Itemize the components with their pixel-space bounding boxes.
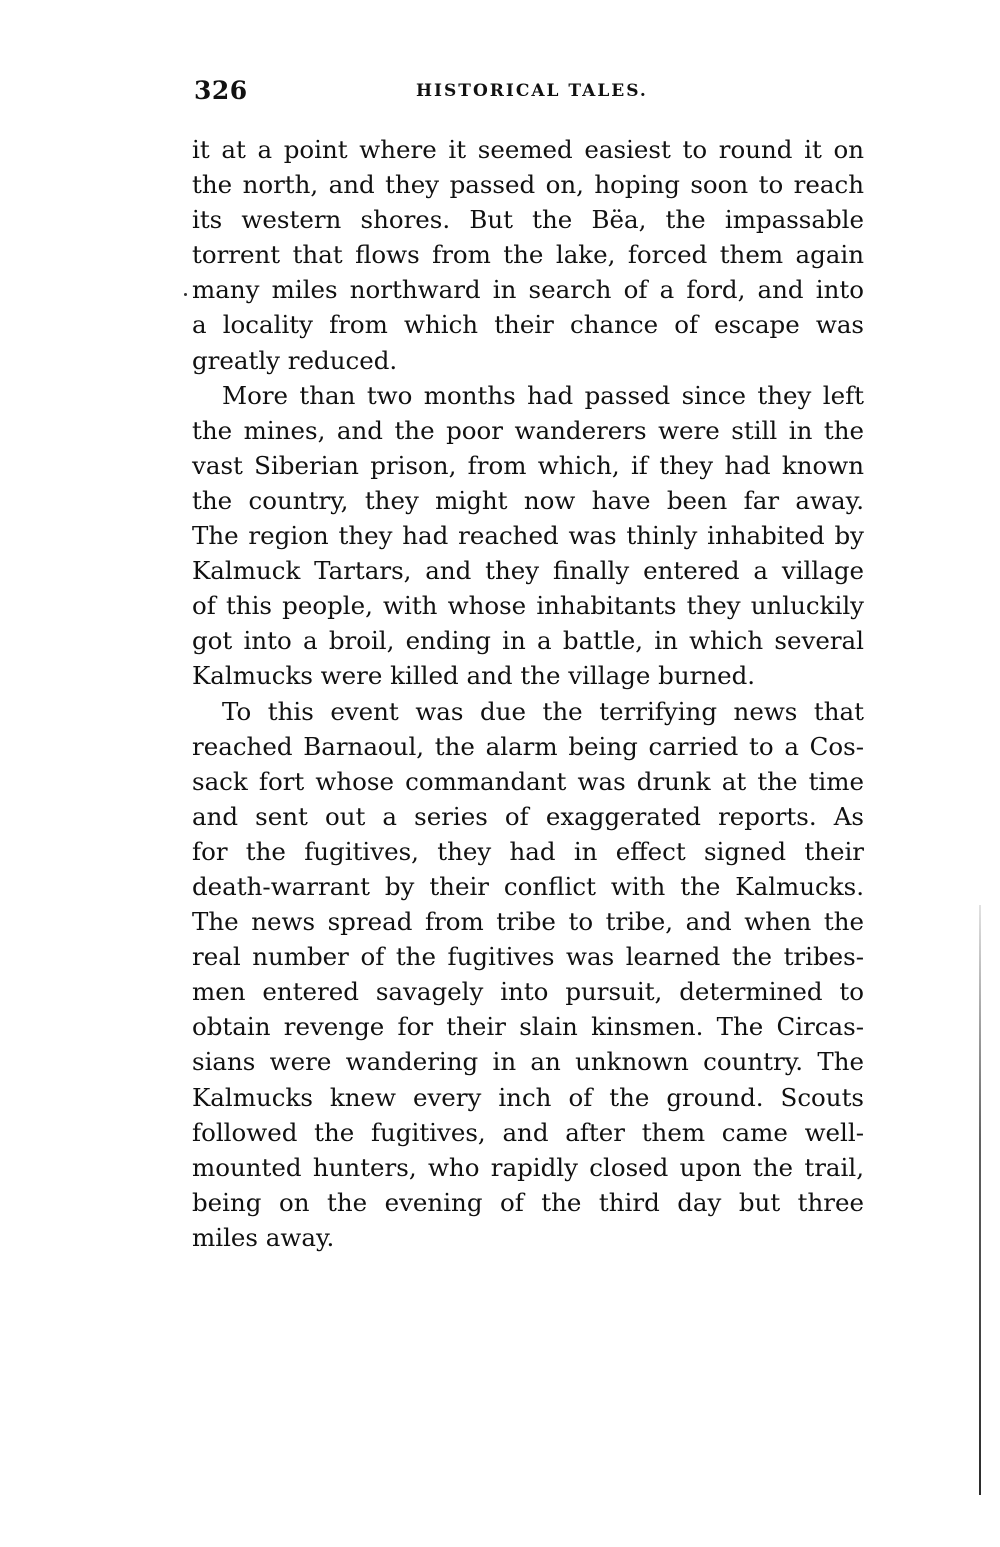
text-line: vast Siberian prison, from which, if they had known xyxy=(192,450,864,480)
text-line: miles away. xyxy=(192,1222,335,1252)
text-line: reached Barnaoul, the alarm being carried to a Cos- xyxy=(192,731,864,761)
paragraph-3 xyxy=(192,694,864,1256)
paragraph-1 xyxy=(192,132,864,378)
text-line: real number of the fugitives was learned the tribes- xyxy=(192,942,864,972)
running-head xyxy=(194,76,864,106)
text-line: its western shores. But the Bëa, the impassable xyxy=(192,205,864,235)
text-line: being on the evening of the third day but three xyxy=(192,1187,864,1217)
text-line: many miles northward in search of a ford, and into xyxy=(192,275,864,305)
text-line: greatly reduced. xyxy=(192,345,398,375)
text-line: followed the fugitives, and after them came well- xyxy=(192,1117,864,1147)
body-text xyxy=(192,132,864,1255)
text-line: obtain revenge for their slain kinsmen. The Circas- xyxy=(192,1012,864,1042)
text-line: the north, and they passed on, hoping soon to reach xyxy=(192,170,864,200)
text-line: torrent that flows from the lake, forced them again xyxy=(192,240,864,270)
page-number: 326 xyxy=(194,76,248,105)
text-line: death-warrant by their conflict with the Kalmucks. xyxy=(192,871,864,901)
text-line: Kalmucks knew every inch of the ground. Scouts xyxy=(192,1082,864,1112)
text-line: and sent out a series of exaggerated reports. As xyxy=(192,801,864,831)
text-line: The region they had reached was thinly inhabited by xyxy=(192,521,864,551)
margin-mark xyxy=(184,293,187,296)
text-line: sians were wandering in an unknown country. The xyxy=(192,1047,864,1077)
text-line: The news spread from tribe to tribe, and when the xyxy=(192,907,864,937)
text-line: sack fort whose commandant was drunk at the time xyxy=(192,766,864,796)
text-line: More than two months had passed since they left xyxy=(222,380,864,410)
text-line: a locality from which their chance of escape was xyxy=(192,310,864,340)
text-line: mounted hunters, who rapidly closed upon the trail, xyxy=(192,1152,864,1182)
text-line: of this people, with whose inhabitants they unluckily xyxy=(192,591,864,621)
text-line: it at a point where it seemed easiest to round it on xyxy=(192,135,864,164)
running-title: HISTORICAL TALES. xyxy=(416,81,648,101)
text-line: men entered savagely into pursuit, determined to xyxy=(192,977,864,1007)
text-line: To this event was due the terrifying news that xyxy=(222,696,864,726)
text-line: got into a broil, ending in a battle, in which several xyxy=(192,626,864,656)
paragraph-2 xyxy=(192,378,864,694)
page-edge-shadow xyxy=(979,905,981,1495)
text-line: Kalmuck Tartars, and they finally entered a village xyxy=(192,556,864,586)
text-line: Kalmucks were killed and the village burned. xyxy=(192,661,756,691)
text-line: for the fugitives, they had in effect signed their xyxy=(192,836,864,866)
text-line: the mines, and the poor wanderers were still in the xyxy=(192,415,864,445)
text-line: the country, they might now have been far away. xyxy=(192,485,864,515)
